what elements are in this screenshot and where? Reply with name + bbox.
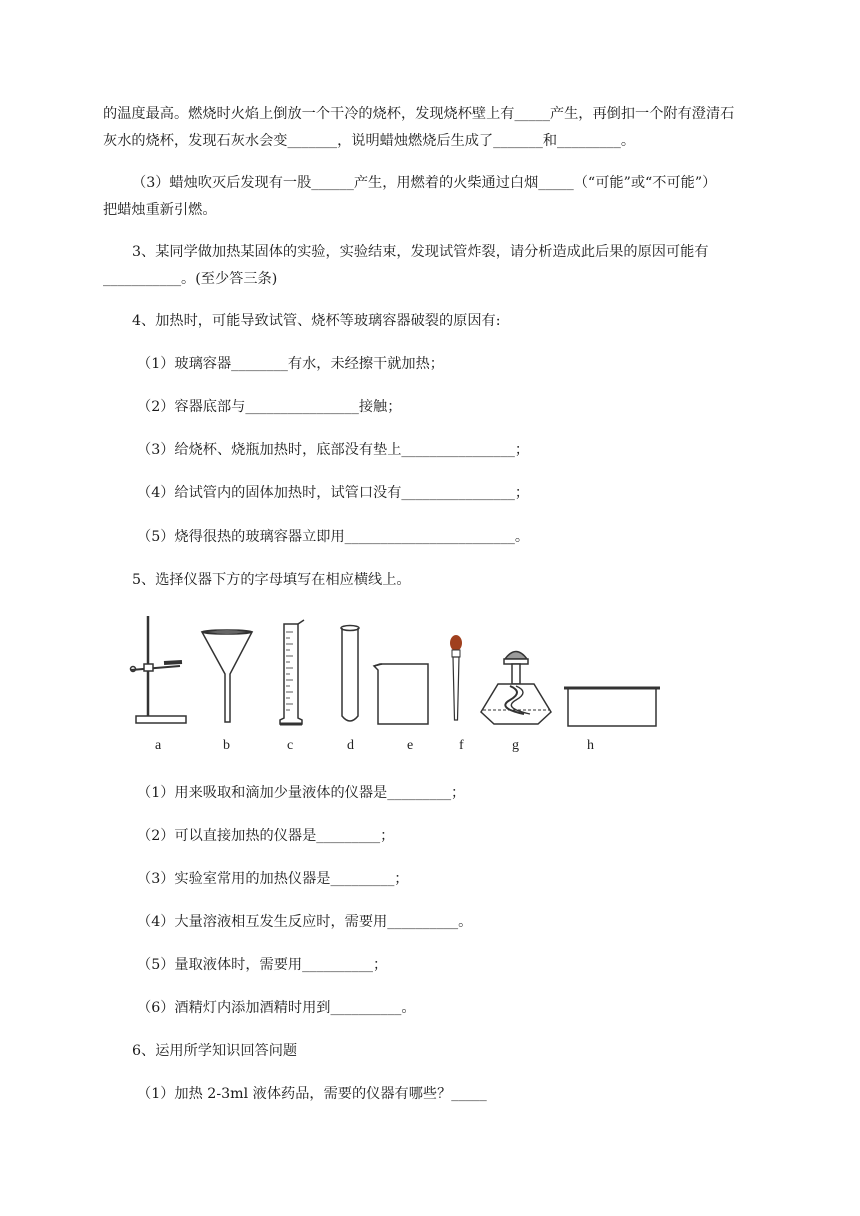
section2-line2: 灰水的烧杯，发现石灰水会变_______，说明蜡烛燃烧后生成了_______和_________。 bbox=[103, 133, 636, 149]
label-e: e bbox=[407, 738, 414, 753]
dropper-icon bbox=[450, 635, 462, 720]
section5-item-5: （5）量取液体时，需要用__________； bbox=[137, 957, 388, 973]
label-a: a bbox=[155, 738, 162, 753]
alcohol-lamp-icon bbox=[481, 652, 551, 725]
section2-line1: 的温度最高。燃烧时火焰上倒放一个干冷的烧杯，发现烧杯壁上有_____产生，再倒扣一个附有澄清石 bbox=[103, 106, 735, 122]
section5-item-3: （3）实验室常用的加热仪器是_________； bbox=[137, 871, 409, 887]
section4-item-2: （2）容器底部与________________接触； bbox=[137, 399, 402, 415]
section3-line1: 3、某同学做加热某固体的实验，实验结束，发现试管炸裂，请分析造成此后果的原因可能有 bbox=[132, 244, 709, 260]
section4-item-4: （4）给试管内的固体加热时，试管口没有________________； bbox=[137, 485, 530, 501]
section5-item-4: （4）大量溶液相互发生反应时，需要用__________。 bbox=[137, 914, 473, 930]
section5-item-6: （6）酒精灯内添加酒精时用到__________。 bbox=[137, 1000, 416, 1016]
section4-item-5: （5）烧得很热的玻璃容器立即用________________________。 bbox=[137, 529, 530, 545]
section2-q3-line1: （3）蜡烛吹灭后发现有一股______产生，用燃着的火柴通过白烟_____（“可能”或“不可能”） bbox=[132, 175, 717, 191]
section5-item-2: （2）可以直接加热的仪器是_________； bbox=[137, 828, 395, 844]
label-f: f bbox=[459, 738, 464, 753]
section2-q3-line2: 把蜡烛重新引燃。 bbox=[103, 202, 217, 218]
test-tube-icon bbox=[341, 626, 359, 722]
label-b: b bbox=[223, 738, 230, 753]
label-d: d bbox=[347, 738, 354, 753]
section4-title: 4、加热时，可能导致试管、烧杯等玻璃容器破裂的原因有: bbox=[132, 313, 501, 329]
funnel-icon bbox=[202, 630, 252, 722]
iron-stand-icon bbox=[131, 616, 187, 723]
label-g: g bbox=[512, 738, 519, 753]
label-c: c bbox=[287, 738, 294, 753]
section5-title: 5、选择仪器下方的字母填写在相应横线上。 bbox=[132, 572, 411, 588]
section4-item-3: （3）给烧杯、烧瓶加热时，底部没有垫上________________； bbox=[137, 442, 530, 458]
section4-item-1: （1）玻璃容器________有水，未经擦干就加热； bbox=[137, 356, 444, 372]
section6-item-1: （1）加热 2-3ml 液体药品，需要的仪器有哪些？_____ bbox=[137, 1086, 487, 1102]
lab-apparatus-figure bbox=[128, 612, 668, 737]
graduated-cylinder-icon bbox=[280, 620, 304, 724]
section6-title: 6、运用所学知识回答问题 bbox=[132, 1043, 298, 1059]
beaker-icon bbox=[374, 664, 428, 724]
section3-line2: ___________。(至少答三条) bbox=[103, 271, 278, 287]
trough-icon bbox=[564, 688, 660, 726]
section5-item-1: （1）用来吸取和滴加少量液体的仪器是_________； bbox=[137, 785, 466, 801]
label-h: h bbox=[587, 738, 594, 753]
